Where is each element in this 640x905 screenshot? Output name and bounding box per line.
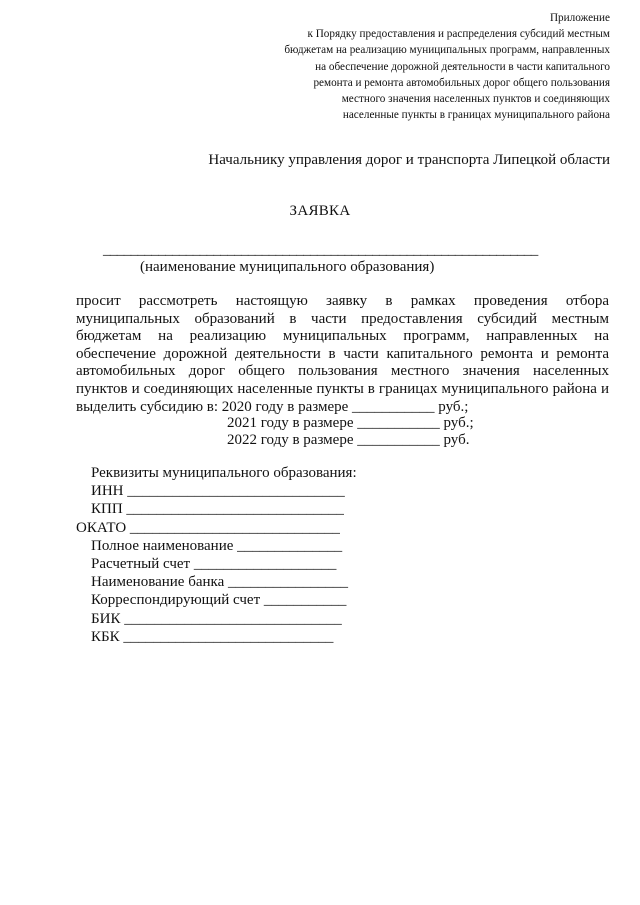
appendix-line: ремонта и ремонта автомобильных дорог общего пользования (313, 76, 610, 89)
field-inn[interactable]: ИНН _____________________________ (91, 483, 345, 500)
field-bank-name[interactable]: Наименование банка ________________ (91, 574, 348, 591)
body-line: бюджетам на реализацию муниципальных программ, направленных на (76, 328, 609, 345)
field-kpp[interactable]: КПП _____________________________ (91, 501, 344, 518)
requisites-block (76, 464, 357, 646)
subsidy-year-2020: выделить субсидию в: 2020 году в размере ___________ руб.; (76, 398, 469, 415)
appendix-line: бюджетам на реализацию муниципальных программ, направленных (284, 44, 610, 57)
field-okato[interactable]: ОКАТО ____________________________ (76, 519, 340, 536)
field-kbk[interactable]: КБК ____________________________ (91, 628, 334, 645)
addressee: Начальнику управления дорог и транспорта Липецкой области (208, 152, 610, 168)
requisites-heading: Реквизиты муниципального образования: (91, 465, 357, 481)
appendix-line: населенные пункты в границах муниципального района (342, 109, 610, 122)
body-line: муниципальных образований в части предоставления субсидий местным (76, 310, 609, 327)
field-account[interactable]: Расчетный счет ___________________ (91, 556, 337, 573)
body-line: автомобильных дорог общего пользования местного значения населенных (76, 363, 609, 380)
field-correspondent-account[interactable]: Корреспондирующий счет ___________ (91, 592, 347, 609)
body-line: пунктов и соединяющих населенные пункты в границах муниципального района и (76, 380, 609, 397)
subsidy-year-2021: 2021 году в размере ___________ руб.; (227, 415, 474, 431)
municipality-caption: (наименование муниципального образования) (140, 259, 435, 275)
document-title: ЗАЯВКА (289, 203, 351, 219)
appendix-header (284, 10, 610, 123)
municipality-blank-line[interactable]: _______________________________________________________________ (103, 242, 538, 258)
request-body (76, 293, 609, 416)
appendix-line: Приложение (549, 12, 610, 24)
subsidy-year-2022: 2022 году в размере ___________ руб. (227, 432, 470, 448)
appendix-line: к Порядку предоставления и распределения субсидий местным (307, 28, 610, 41)
appendix-line: местного значения населенных пунктов и соединяющих (341, 93, 610, 106)
appendix-line: на обеспечение дорожной деятельности в части капитального (315, 60, 610, 73)
field-full-name[interactable]: Полное наименование ______________ (91, 537, 343, 554)
body-line: обеспечение дорожной деятельности в части капитального ремонта и ремонта (76, 345, 609, 362)
body-line: просит рассмотреть настоящую заявку в рамках проведения отбора (76, 293, 609, 309)
field-bik[interactable]: БИК _____________________________ (91, 610, 342, 627)
